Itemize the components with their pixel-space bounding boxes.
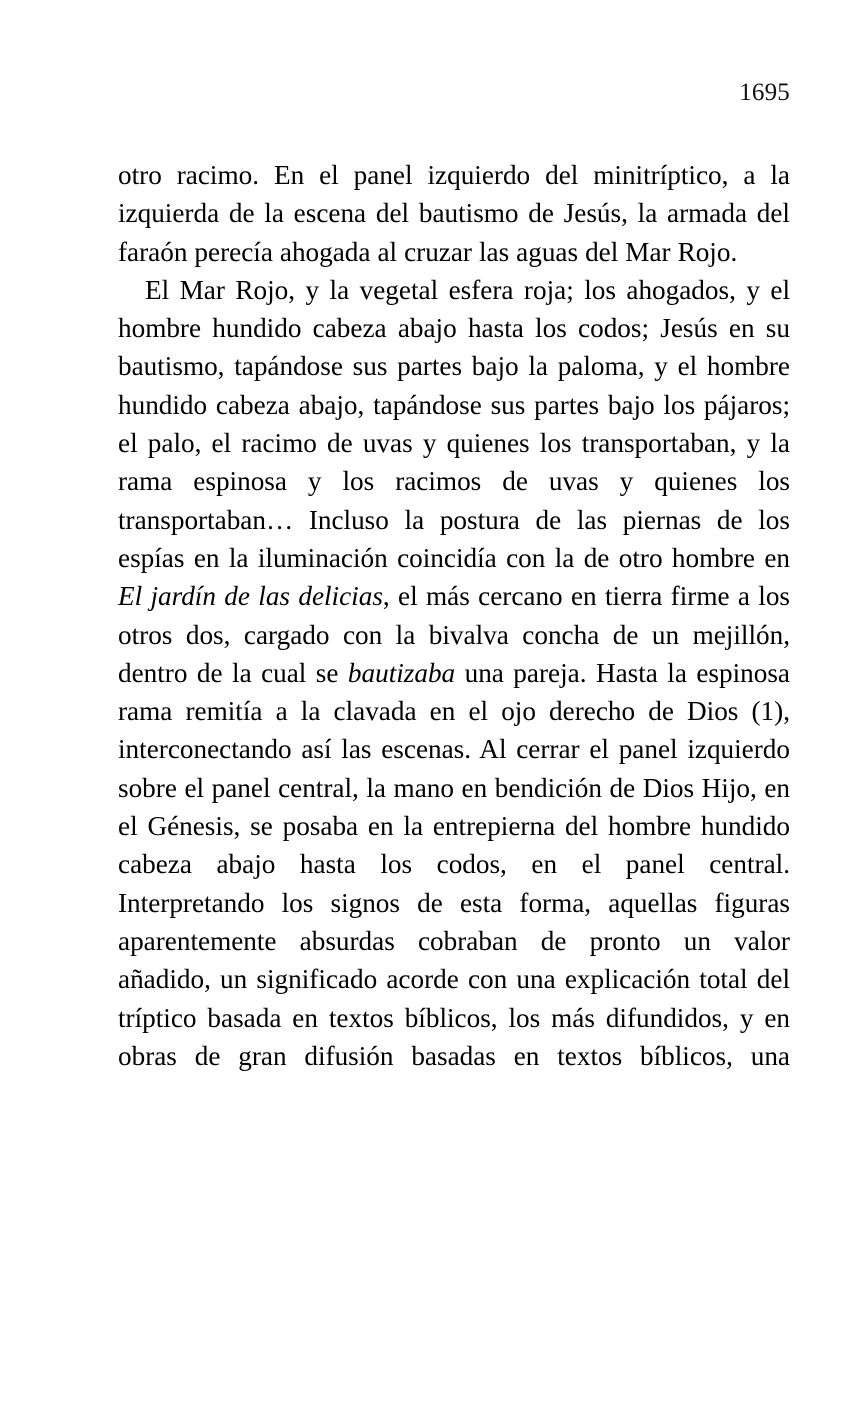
text-run: otro racimo. En el panel izquierdo del minitríptico, a la izquierda de la escena del bautismo de Jesús, la armada del faraón perecía ahogada al cruzar las aguas del Mar Rojo. xyxy=(118,160,790,267)
text-run: El Mar Rojo, y la vegetal esfera roja; los ahogados, y el hombre hundido cabeza abajo hasta los codos; Jesús en su bautismo, tapándose sus partes bajo la paloma, y el hombre hundido cabeza abajo, tapándose sus partes bajo los pájaros; el palo, el racimo de uvas y quienes los transportaban, y la rama espinosa y los racimos de uvas y quienes los transportaban… Incluso la postura de las piernas de los espías en la iluminación coincidía con la de otro hombre en xyxy=(118,274,790,573)
body-text-column xyxy=(118,156,790,1113)
page-header xyxy=(118,78,790,110)
text-run: , el más cercano en tierra firme a los otros dos, cargado con la bivalva concha de un mejillón, dentro de la cual se xyxy=(118,581,790,688)
paragraph-2 xyxy=(118,271,790,1114)
page-number: 1695 xyxy=(739,79,790,106)
italic-run: bautizaba xyxy=(347,657,456,688)
paragraph-1 xyxy=(118,156,790,271)
text-run: una pareja. Hasta la espinosa rama remitía a la clavada en el ojo derecho de Dios (1), interconectando así las escenas. Al cerrar el panel izquierdo sobre el panel central, la mano en bendición de Dios Hijo, en el Génesis, se posaba en la entrepierna del hombre hundido cabeza abajo hasta los codos, en el panel central. Interpretando los signos de esta forma, aquellas figuras aparentemente absurdas cobraban de pronto un valor añadido, un significado acorde con una explicación total del tríptico basada en textos bíblicos, los más difundidos, y en obras de gran difusión basadas en textos bíblicos, una xyxy=(118,657,790,1071)
italic-run: El jardín de las delicias xyxy=(118,581,383,612)
